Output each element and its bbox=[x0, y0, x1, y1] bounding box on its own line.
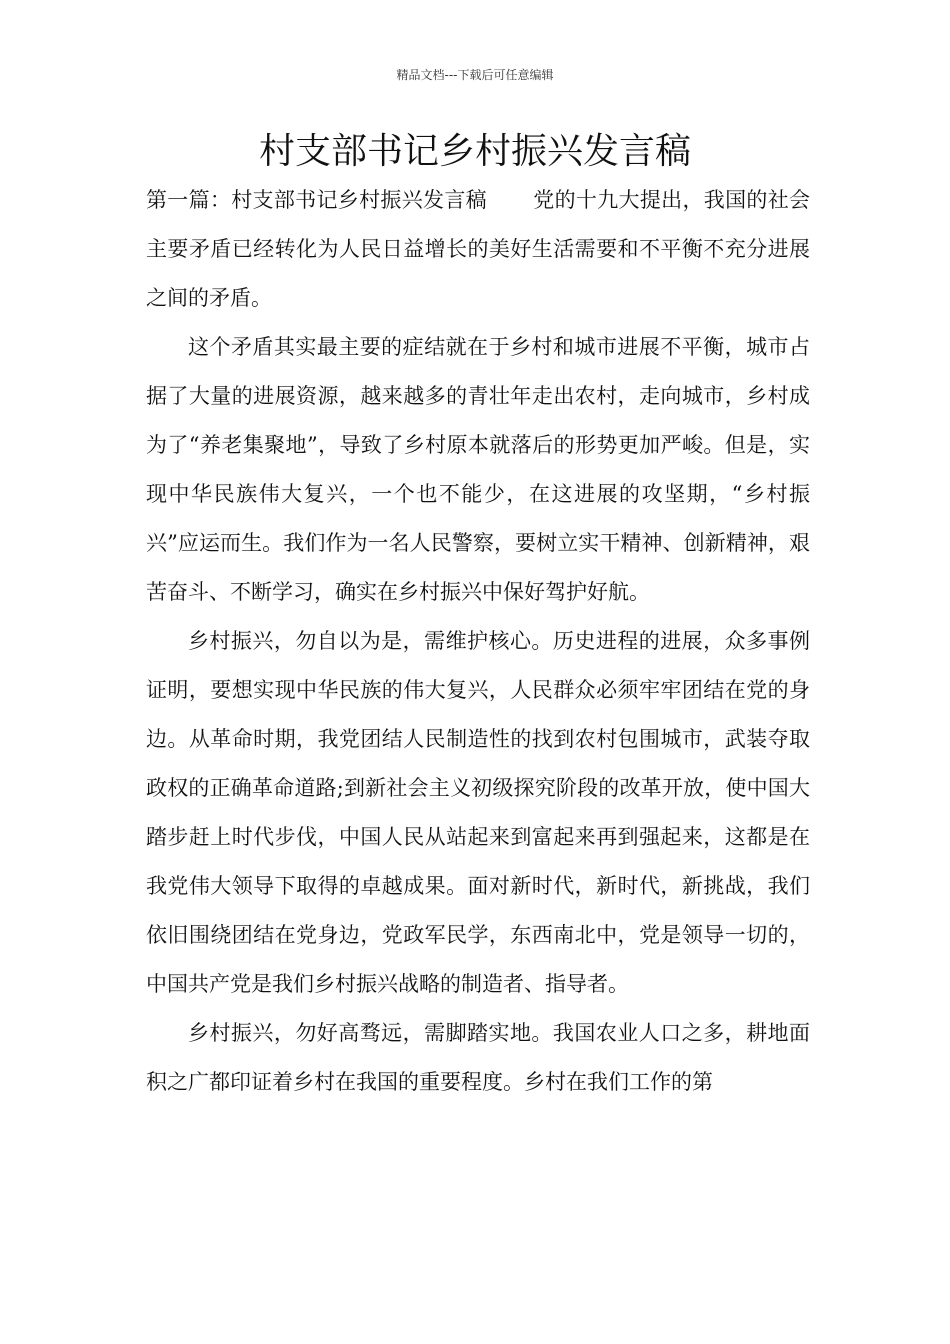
intro-heading: 第一篇：村支部书记乡村振兴发言稿 bbox=[146, 188, 487, 212]
document-title: 村支部书记乡村振兴发言稿 bbox=[258, 131, 691, 172]
paragraph: 乡村振兴，勿自以为是，需维护核心。历史进程的进展，众多事例证明，要想实现中华民族的伟大复兴，人民群众必须牢牢团结在党的身边。从革命时期，我党团结人民制造性的找到农村包围城市，武装夺取政权的正确革命道路;到新社会主义初级探究阶段的改革开放，使中国大踏步赶上时代步伐，中国人民从站起来到富起来再到强起来，这都是在我党伟大领导下取得的卓越成果。面对新时代，新时代，新挑战，我们依旧围绕团结在党身边，党政军民学，东西南北中，党是领导一切的，中国共产党是我们乡村振兴战略的制造者、指导者。 bbox=[146, 629, 810, 996]
header-note: 精品文档---下载后可任意编辑 bbox=[396, 68, 554, 82]
paragraph: 这个矛盾其实最主要的症结就在于乡村和城市进展不平衡，城市占据了大量的进展资源，越来越多的青壮年走出农村，走向城市，乡村成为了“养老集聚地”，导致了乡村原本就落后的形势更加严峻。但是，实现中华民族伟大复兴，一个也不能少，在这进展的攻坚期，“乡村振兴”应运而生。我们作为一名人民警察，要树立实干精神、创新精神，艰苦奋斗、不断学习，确实在乡村振兴中保好驾护好航。 bbox=[146, 335, 810, 604]
document-body bbox=[146, 176, 810, 1107]
intro-text: 党的十九大提出，我国的社会主要矛盾已经转化为人民日益增长的美好生活需要和不平衡不充分进展之间的矛盾。 bbox=[146, 188, 811, 310]
paragraph: 乡村振兴，勿好高骛远，需脚踏实地。我国农业人口之多，耕地面积之广都印证着乡村在我国的重要程度。乡村在我们工作的第 bbox=[146, 1021, 810, 1094]
intro-paragraph bbox=[146, 176, 810, 323]
